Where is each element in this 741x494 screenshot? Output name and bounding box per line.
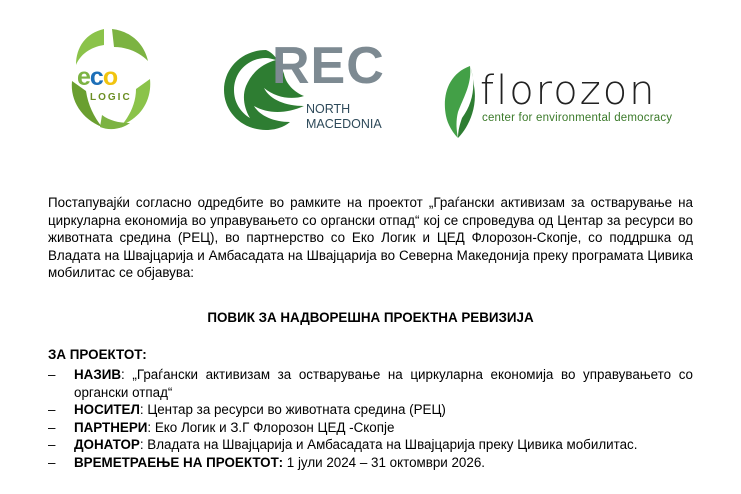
list-item: – ДОНАТОР: Владата на Швајцарија и Амбасадата на Швајцарија преку Цивика мобилитас. xyxy=(48,437,638,452)
call-heading: ПОВИК ЗА НАДВОРЕШНА ПРОЕКТНА РЕВИЗИЈА xyxy=(207,310,534,325)
logo-row xyxy=(0,0,741,150)
florozon-word: florozon xyxy=(480,68,657,114)
rec-macedonia: MACEDONIA xyxy=(306,117,382,131)
list-item: – ВРЕМЕТРАЕЊЕ НА ПРОЕКТОТ: 1 јули 2024 – 31 октомври 2026. xyxy=(48,454,485,470)
leaf-icon xyxy=(440,62,480,140)
rec-north: NORTH xyxy=(306,102,351,116)
intro-paragraph: Постапувајќи согласно одредбите во рамките на проектот „Граѓански активизам за остварување на циркуларна економија во управувањето со органски отпад“ кој се спроведува од Центар за ресурси во животната средина (РЕЦ), во партнерство со Еко Логик и ЦЕД Флорозон-Скопје, со поддршка од Владата на Швајцарија и Амбасадата на Швајцарија во Северна Македонија преку програмата Цивика мобилитас се објавува: xyxy=(48,195,693,280)
rec-logo xyxy=(220,37,400,136)
list-item: – ПАРТНЕРИ: Еко Логик и З.Г Флорозон ЦЕД -Скопје xyxy=(48,419,395,435)
list-item: – НОСИТЕЛ: Центар за ресурси во животната средина (РЕЦ) xyxy=(48,402,446,417)
ecologic-word: eco xyxy=(77,63,118,91)
florozon-logo xyxy=(440,62,680,140)
project-details-list xyxy=(48,366,693,471)
rec-title: REC xyxy=(272,37,385,95)
ecologic-subword: LOGIC xyxy=(90,92,132,103)
ecologic-logo xyxy=(64,25,156,137)
section-title: ЗА ПРОЕКТОТ: xyxy=(48,347,147,362)
florozon-tagline: center for environmental democracy xyxy=(482,112,673,124)
list-item: – НАЗИВ: „Граѓански активизам за остварување на циркуларна економија во управувањето со органски отпад“ xyxy=(48,367,693,400)
